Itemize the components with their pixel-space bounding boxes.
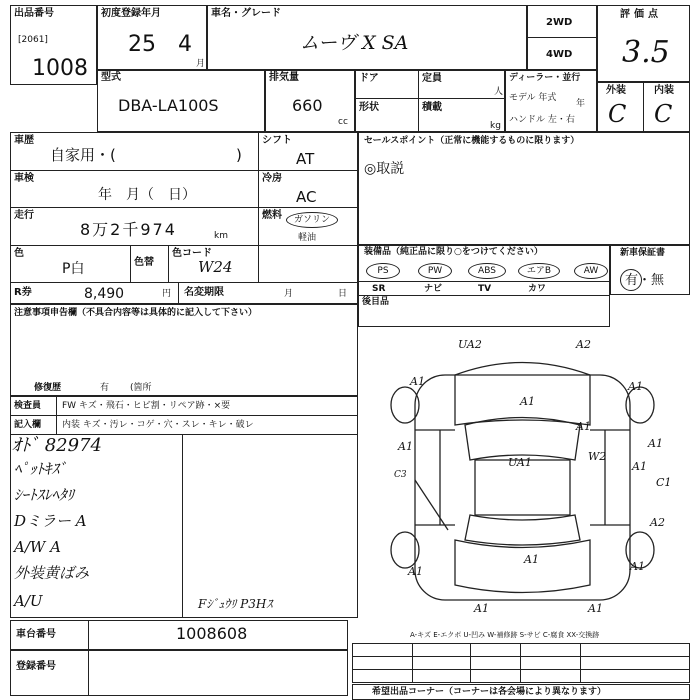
color-value: P白 — [62, 261, 85, 277]
handwritten-4: Dミラー A — [14, 512, 87, 530]
lot-number: 1008 — [32, 56, 88, 81]
mileage-value: 8万2千974 — [80, 220, 177, 239]
first-reg-month-unit: 月 — [196, 59, 206, 69]
damage-label-a1-trunk: A1 — [524, 553, 539, 566]
sales-value: ◎取説 — [364, 161, 405, 177]
ac-label: 冷房 — [262, 173, 282, 184]
name-change-label: 名変期限 — [184, 287, 224, 298]
damage-label-a1-mid: A1 — [632, 460, 647, 473]
mileage-unit: km — [214, 231, 228, 241]
model-year-label: モデル 年式 — [509, 93, 557, 103]
notes-label: 注意事項申告欄（不具合内容等は具体的に記入して下さい） — [14, 308, 258, 318]
car-name-label: 車名・グレード — [211, 8, 281, 19]
damage-label-a1-left: A1 — [398, 440, 413, 453]
equip-leather: カワ — [528, 284, 547, 294]
warranty-value: 有・無 — [625, 273, 665, 288]
first-reg-label: 初度登録年月 — [101, 8, 161, 19]
history-label: 車歴 — [14, 135, 34, 146]
interior-label: 内装 — [654, 85, 674, 96]
damage-label-a1-rear-left: A1 — [408, 565, 423, 578]
equip-sr: SR — [372, 284, 386, 294]
hood-outline — [455, 363, 590, 426]
history-close: ) — [236, 146, 242, 164]
damage-label-ua2: UA2 — [458, 338, 482, 351]
inspection-label: 車検 — [14, 173, 34, 184]
warranty-label: 新車保証書 — [620, 248, 666, 258]
equip-navi: ナビ — [424, 284, 443, 294]
damage-label-a1-hood: A1 — [520, 395, 535, 408]
equip-airbag: エアB — [518, 263, 560, 279]
equipment-label: 装備品（純正品に限り○をつけてください） — [364, 247, 543, 257]
inspector-label: 検査員 — [14, 401, 42, 411]
month-unit: 月 — [284, 289, 294, 299]
loading-label: 積載 — [422, 102, 442, 113]
color-change-label: 色替 — [134, 257, 154, 268]
car-body-outline — [415, 375, 630, 600]
rear-window-outline — [465, 515, 580, 545]
color-label: 色 — [14, 248, 24, 259]
repair-bracket: (箇所 — [130, 383, 152, 393]
trunk-outline — [455, 540, 590, 593]
day-unit: 日 — [338, 289, 348, 299]
lot-label: 出品番号 — [14, 8, 54, 19]
damage-label-a1-bottom-left: A1 — [474, 602, 489, 615]
bottom-label: 希望出品コーナー（コーナーは各会場により異なります） — [372, 687, 607, 697]
displacement-label: 排気量 — [269, 72, 299, 83]
displacement-unit: cc — [338, 117, 348, 127]
record-label: 記入欄 — [14, 420, 42, 430]
equip-tv: TV — [478, 284, 492, 294]
legend: A-キズ E-エクボ U-凹み W-補修跡 S-サビ C-腐食 XX-交換跡 — [410, 631, 600, 639]
equip-ps: PS — [366, 263, 400, 279]
first-reg-month: 4 — [178, 32, 192, 57]
color-code-value: W24 — [198, 258, 233, 276]
shift-value: AT — [296, 150, 315, 168]
handwritten-3: ｼｰﾄｽﾚﾍﾀﾘ — [14, 486, 75, 504]
equip-aw: AW — [574, 263, 608, 279]
recycle-unit: 円 — [162, 289, 172, 299]
reg-box — [10, 650, 348, 696]
damage-label-a2-right: A2 — [650, 516, 665, 529]
note-line-c3 — [415, 480, 448, 530]
model-value: DBA-LA100S — [118, 96, 219, 115]
fuel-diesel: 軽油 — [298, 233, 317, 243]
history-value: 自家用・( — [50, 146, 116, 164]
damage-label-a1-bottom-right: A1 — [588, 602, 603, 615]
inspector-row1: FW キズ・飛石・ヒビ割・リペア跡・×要 — [62, 401, 231, 411]
chassis-label: 車台番号 — [16, 629, 56, 640]
handwritten-6: 外装黄ばみ — [14, 564, 90, 582]
handwritten-5: A/W A — [14, 538, 61, 556]
car-name-value: ムーヴ X SA — [300, 32, 409, 54]
windshield-outline — [465, 418, 580, 461]
damage-label-a1-rear-right: A1 — [630, 560, 645, 573]
recycle-label: R券 — [14, 287, 32, 298]
capacity-label: 定員 — [422, 73, 442, 84]
handwritten-2: ﾍﾟｯﾄｷｽﾞ — [14, 460, 67, 478]
chassis-value: 1008608 — [176, 624, 248, 643]
sales-label: セールスポイント（正常に機能するものに限ります） — [364, 136, 580, 146]
exterior-value: C — [608, 100, 627, 128]
repair-label: 修復歴 — [34, 383, 62, 393]
dealer-label: ディーラー・並行 — [509, 73, 581, 83]
handle-label: ハンドル 左・右 — [509, 115, 575, 125]
repair-value: 有 — [100, 383, 110, 393]
damage-label-ua1: UA1 — [508, 456, 532, 469]
lot-sub: [2061] — [18, 35, 48, 45]
handwritten-right: Fｼﾞｭｳﾘ P3Hｽ — [198, 597, 273, 611]
damage-label-a1-right: A1 — [648, 437, 663, 450]
damage-label-w2: W2 — [588, 450, 607, 463]
displacement-value: 660 — [292, 96, 323, 115]
damage-label-a2-top: A2 — [576, 338, 591, 351]
fuel-gasoline: ガソリン — [286, 212, 338, 228]
rating-value: 3.5 — [622, 35, 670, 70]
handwritten-1: ｵﾄﾞ 82974 — [12, 435, 102, 456]
drive-4wd: 4WD — [546, 49, 573, 60]
equip-pw: PW — [418, 263, 452, 279]
sales-box — [358, 132, 690, 245]
recycle-value: 8,490 — [84, 286, 125, 302]
fuel-label: 燃料 — [262, 210, 282, 221]
damage-label-c1: C1 — [656, 476, 672, 489]
color-code-label: 色コード — [172, 248, 212, 259]
shape-label: 形状 — [359, 102, 379, 113]
first-reg-year: 25 — [128, 32, 156, 57]
interior-value: C — [654, 100, 673, 128]
legend-grid — [352, 643, 690, 683]
exterior-label: 外装 — [606, 85, 626, 96]
year-unit: 年 — [576, 99, 586, 109]
drive-2wd: 2WD — [546, 17, 573, 28]
damage-label-a1-right-top: A1 — [628, 380, 643, 393]
model-label: 型式 — [101, 72, 121, 83]
handwritten-7: A/U — [14, 592, 43, 610]
ac-value: AC — [296, 188, 317, 206]
reg-label: 登録番号 — [16, 661, 56, 672]
rear-seat-label: 後目品 — [362, 297, 390, 307]
inspection-value: 年 月（ 日） — [98, 187, 196, 203]
damage-label-a1-left-top: A1 — [410, 375, 425, 388]
damage-label-c3: C3 — [394, 470, 407, 480]
loading-unit: kg — [490, 121, 501, 131]
shift-label: シフト — [262, 135, 292, 146]
mileage-label: 走行 — [14, 210, 34, 221]
rating-label: 評価点 — [620, 9, 662, 20]
door-label: ドア — [359, 73, 379, 84]
capacity-unit: 人 — [494, 87, 504, 97]
inspector-row2: 内装 キズ・汚レ・コゲ・穴・スレ・キレ・破レ — [62, 420, 254, 430]
equip-abs: ABS — [468, 263, 506, 279]
damage-label-a1-extra: A1 — [576, 420, 591, 433]
